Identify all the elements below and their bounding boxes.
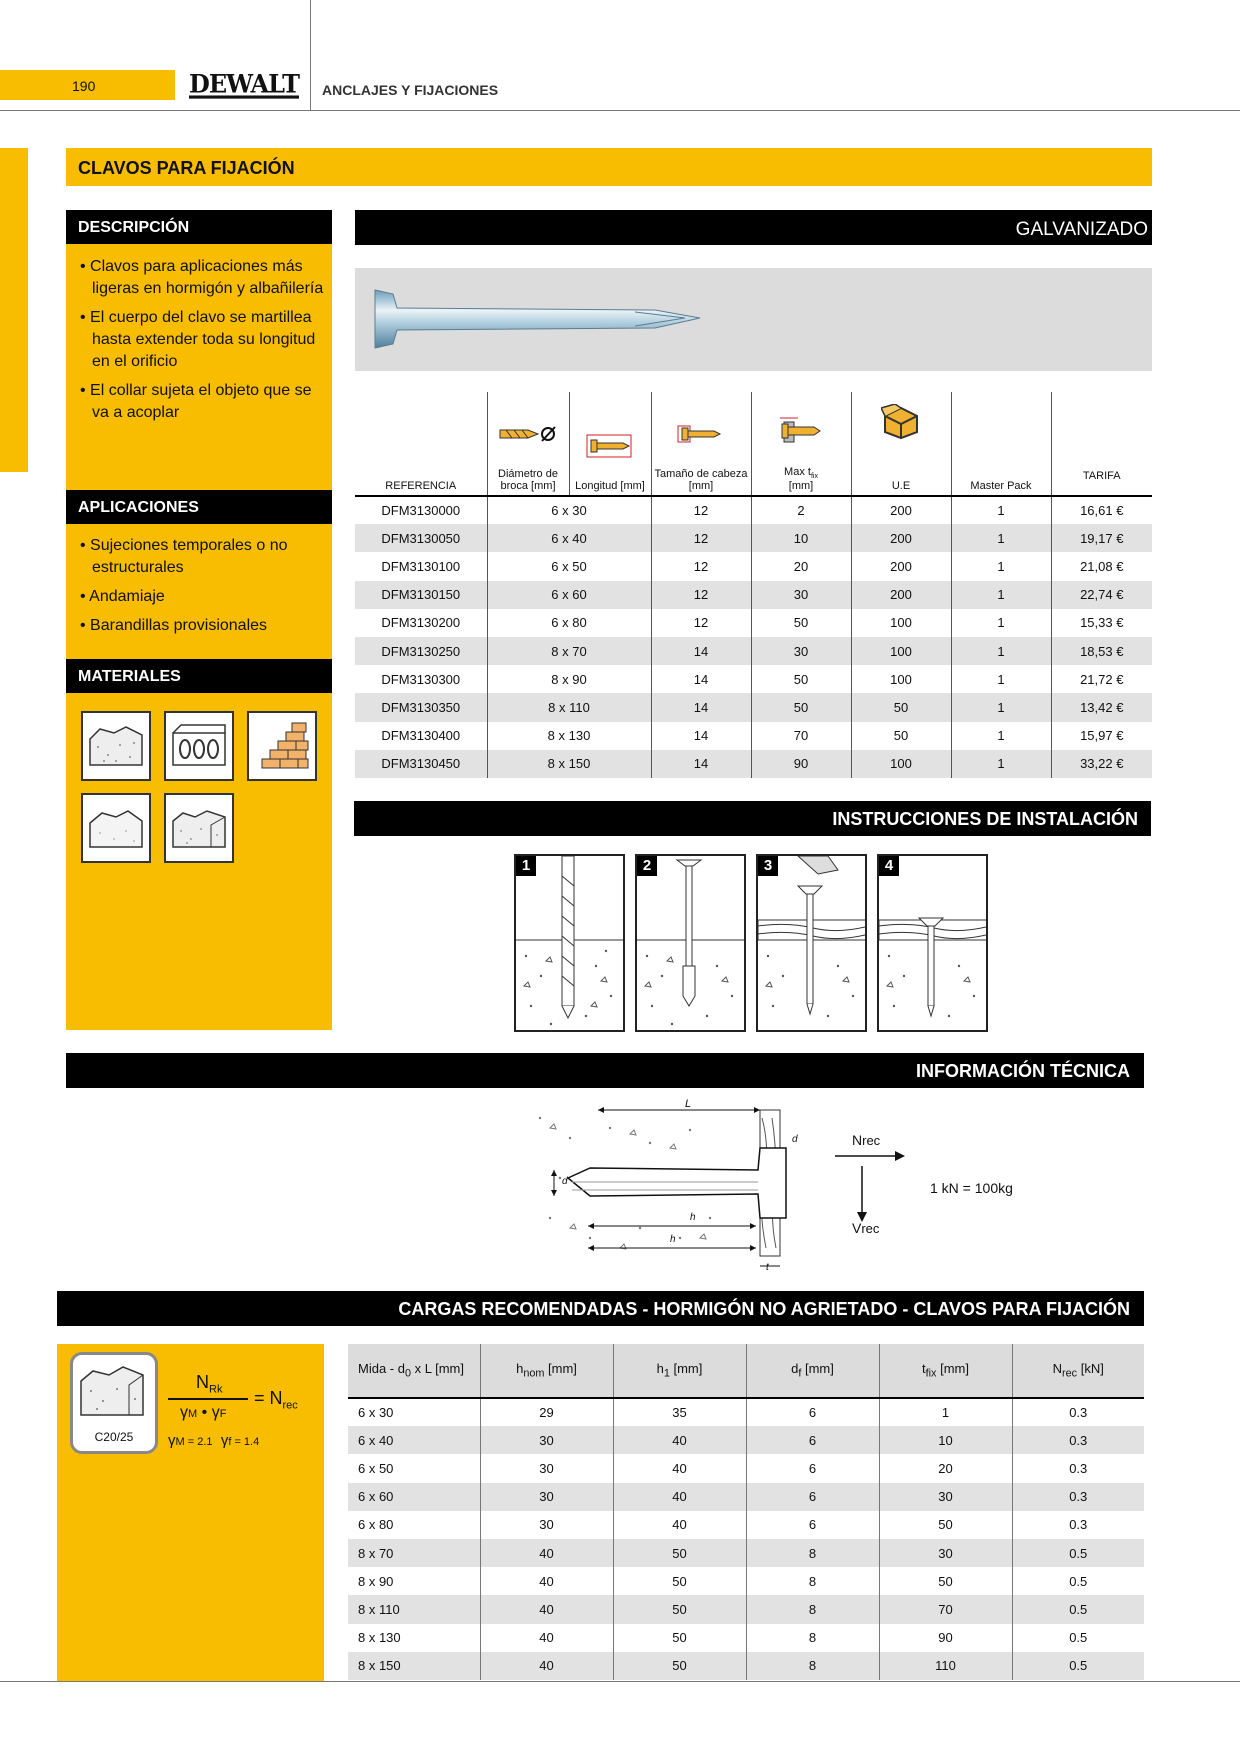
table-cell-h1: 50 [613,1595,746,1623]
table-cell-price: 22,74 € [1051,581,1152,609]
concrete-icon [73,1359,155,1423]
table-cell-size: 6 x 60 [487,581,651,609]
table-row [355,524,1152,552]
table-cell-nrec: 0.5 [1012,1624,1144,1652]
table-cell-ref: DFM3130250 [355,637,487,665]
table-cell-nrec: 0.5 [1012,1539,1144,1567]
header-divider [310,0,311,110]
col-longitud [569,392,651,496]
dim-hnom: h [690,1212,696,1223]
table-cell-head: 12 [651,609,751,637]
table-cell-size: 6 x 40 [487,524,651,552]
list-item: • Clavos para aplicaciones más ligeras en hormigón y albañilería [80,258,324,297]
table-cell-size: 8 x 70 [487,637,651,665]
table-cell-nrec: 0.5 [1012,1652,1144,1680]
dim-tfix: t [766,1262,769,1273]
table-cell-price: 21,72 € [1051,665,1152,693]
table-cell-hnom: 29 [480,1398,613,1426]
table-cell-h1: 50 [613,1539,746,1567]
table-cell-master: 1 [951,665,1051,693]
col-tarifa: TARIFA [1051,392,1152,496]
table-cell-tfix: 30 [751,637,851,665]
table-cell-master: 1 [951,552,1051,580]
table-cell-tfix: 20 [879,1454,1012,1482]
table-row [355,750,1152,778]
table-cell-nrec: 0.5 [1012,1595,1144,1623]
col-cabeza-label: Tamaño de cabeza [mm] [654,468,748,492]
table-cell-nrec: 0.5 [1012,1567,1144,1595]
table-cell-price: 18,53 € [1051,637,1152,665]
table-cell-nrec: 0.3 [1012,1426,1144,1454]
table-cell-master: 1 [951,496,1051,524]
table-row [355,637,1152,665]
install-step-4 [877,854,988,1032]
table-cell-size: 8 x 110 [487,693,651,721]
table-row [348,1652,1144,1680]
col-h1: $h_1$ [mm] [613,1344,746,1398]
hollow-block-icon [164,711,234,781]
table-cell-mida: 6 x 30 [358,1405,394,1421]
table-row [355,552,1152,580]
table-cell-tfix: 1 [879,1398,1012,1426]
product-table [355,392,1152,778]
table-cell-ue: 100 [851,750,951,778]
list-item: • Andamiaje [80,588,165,605]
tecnica-heading: INFORMACIÓN TÉCNICA [916,1061,1130,1081]
col-tfix-label: Max $t_{fix}$ [mm] [784,465,818,492]
table-cell-ue: 200 [851,524,951,552]
table-cell-hnom: 40 [480,1539,613,1567]
table-cell-tfix: 70 [751,722,851,750]
table-cell-mida: 8 x 130 [358,1630,401,1646]
page-number: 190 [72,78,96,94]
table-cell-size: 6 x 80 [487,609,651,637]
table-row [348,1539,1144,1567]
table-cell-hnom: 30 [480,1454,613,1482]
table-cell-hnom: 40 [480,1624,613,1652]
dim-d0: d [562,1176,568,1187]
table-cell-hnom: 40 [480,1567,613,1595]
install-step-2 [635,854,746,1032]
table-cell-head: 12 [651,496,751,524]
table-cell-head: 12 [651,581,751,609]
col-nrec: $N_{rec}$ [kN] [1012,1344,1144,1398]
table-cell-hnom: 30 [480,1426,613,1454]
list-item: • El cuerpo del clavo se martillea hasta extender toda su longitud en el orificio [80,309,316,370]
col-ue [851,392,951,496]
unit-conversion: 1 kN = 100kg [930,1180,1013,1196]
aplicaciones-list [78,535,328,644]
table-cell-tfix: 110 [879,1652,1012,1680]
technical-diagram [530,1098,820,1278]
table-cell-size: 6 x 30 [487,496,651,524]
table-row [348,1398,1144,1426]
table-row [355,496,1152,524]
brick-wall-icon [247,711,317,781]
table-cell-master: 1 [951,722,1051,750]
table-cell-price: 15,97 € [1051,722,1152,750]
col-df: $d_f$ [mm] [746,1344,879,1398]
table-row [355,665,1152,693]
table-row [348,1483,1144,1511]
table-cell-price: 13,42 € [1051,693,1152,721]
table-cell-tfix: 50 [751,693,851,721]
dim-L: L [685,1098,692,1110]
table-cell-ref: DFM3130200 [381,615,461,631]
table-cell-h1: 40 [613,1483,746,1511]
table-cell-tfix: 30 [879,1483,1012,1511]
table-cell-df: 6 [746,1398,879,1426]
table-cell-h1: 40 [613,1426,746,1454]
descripcion-list [78,256,328,431]
table-row [355,581,1152,609]
table-cell-tfix: 2 [751,496,851,524]
table-cell-ue: 50 [851,693,951,721]
drill-bit-icon [498,422,558,446]
table-cell-mida: 6 x 80 [358,1517,394,1533]
table-cell-tfix: 50 [751,665,851,693]
table-cell-mida: 8 x 110 [348,1595,480,1623]
material-badge [70,1352,158,1454]
table-cell-h1: 50 [613,1567,746,1595]
col-longitud-label: Longitud [mm] [575,480,645,492]
col-master: Master Pack [951,392,1051,496]
table-cell-df: 6 [746,1454,879,1482]
step-number: 4 [879,856,899,876]
table-cell-ref: DFM3130350 [355,693,487,721]
table-row [355,693,1152,721]
table-cell-master: 1 [951,581,1051,609]
table-cell-head: 12 [651,524,751,552]
table-cell-tfix: 30 [751,581,851,609]
table-cell-df: 8 [746,1567,879,1595]
table-row [348,1426,1144,1454]
header-rule [0,110,1240,111]
table-cell-ue: 100 [851,637,951,665]
col-ue-label: U.E [891,480,911,492]
table-cell-mida: 6 x 60 [348,1483,480,1511]
table-row [348,1454,1144,1482]
table-cell-master: 1 [951,637,1051,665]
table-cell-hnom: 40 [480,1595,613,1623]
material-class: C20/25 [94,1430,134,1444]
step-number: 2 [637,856,657,876]
col-tfix [751,392,851,496]
stone-icon [81,793,151,863]
load-table [348,1344,1144,1680]
table-cell-tfix: 50 [751,609,851,637]
table-cell-tfix: 90 [751,750,851,778]
table-cell-ue: 50 [851,722,951,750]
product-image [355,268,1152,371]
table-cell-nrec: 0.3 [1012,1483,1144,1511]
box-icon [881,404,921,440]
table-cell-price: 21,08 € [1051,552,1152,580]
section-label: ANCLAJES Y FIJACIONES [322,82,499,98]
table-cell-master: 1 [951,609,1051,637]
table-cell-hnom: 30 [480,1511,613,1539]
table-cell-head: 14 [651,665,751,693]
table-cell-ue: 100 [851,665,951,693]
table-cell-tfix: 20 [751,552,851,580]
aplicaciones-heading: APLICACIONES [66,490,332,524]
table-cell-ref: DFM3130400 [381,728,461,744]
table-cell-df: 6 [746,1426,879,1454]
col-diametro-label: Diámetro de broca [mm] [498,468,558,492]
nail-length-icon [585,434,635,458]
table-row [355,609,1152,637]
table-cell-size: 8 x 90 [487,665,651,693]
table-cell-size: 8 x 150 [487,750,651,778]
table-row [355,722,1152,750]
col-hnom: $h_{nom}$ [mm] [480,1344,613,1398]
table-cell-ref: DFM3130450 [355,750,487,778]
table-cell-ref: DFM3130000 [381,503,461,519]
vrec-label: Vrec [852,1220,880,1236]
table-cell-size: 6 x 50 [487,552,651,580]
table-cell-h1: 40 [613,1454,746,1482]
nail-head-icon [676,422,726,446]
table-cell-tfix: 90 [879,1624,1012,1652]
load-formula: $N_{Rk}$ = $N_{rec}$ γM • γF γM = 2.1 γf = 1.4 [168,1372,298,1449]
fixture-thickness-icon [776,414,826,444]
dim-h1: h [670,1234,676,1245]
table-cell-hnom: 30 [480,1483,613,1511]
side-tab [0,148,28,472]
concrete-block-icon [81,711,151,781]
table-cell-mida: 6 x 50 [358,1460,394,1476]
table-cell-df: 8 [746,1595,879,1623]
table-cell-nrec: 0.3 [1012,1398,1144,1426]
table-cell-ref: DFM3130100 [381,558,461,574]
nrec-label: Nrec [852,1132,881,1148]
table-cell-price: 19,17 € [1051,524,1152,552]
load-arrows-icon [835,1150,905,1230]
table-cell-mida: 8 x 70 [348,1539,480,1567]
table-cell-df: 8 [746,1539,879,1567]
table-cell-price: 15,33 € [1051,609,1152,637]
table-cell-ue: 100 [851,609,951,637]
table-cell-size: 8 x 130 [487,722,651,750]
table-cell-tfix: 10 [751,524,851,552]
list-item: • El collar sujeta el objeto que se va a acoplar [80,382,312,421]
list-item: • Barandillas provisionales [80,617,268,634]
table-cell-tfix: 50 [879,1511,1012,1539]
col-tfix: $t_{fix}$ [mm] [879,1344,1012,1398]
table-cell-nrec: 0.3 [1012,1511,1144,1539]
table-cell-ue: 200 [851,581,951,609]
table-cell-ue: 200 [851,552,951,580]
dim-df: d [792,1134,798,1145]
descripcion-heading: DESCRIPCIÓN [66,210,332,244]
table-cell-df: 8 [746,1624,879,1652]
table-row [348,1567,1144,1595]
col-diametro [487,392,569,496]
table-cell-head: 14 [651,637,751,665]
table-cell-h1: 50 [613,1652,746,1680]
table-cell-head: 14 [651,750,751,778]
instalacion-heading: INSTRUCCIONES DE INSTALACIÓN [832,809,1138,829]
table-cell-ue: 200 [851,496,951,524]
table-cell-master: 1 [951,524,1051,552]
col-referencia: REFERENCIA [355,392,487,496]
table-cell-master: 1 [951,750,1051,778]
table-cell-tfix: 10 [879,1426,1012,1454]
table-cell-mida: 6 x 40 [348,1426,480,1454]
table-cell-df: 6 [746,1511,879,1539]
table-cell-mida: 8 x 90 [358,1573,394,1589]
table-cell-price: 33,22 € [1051,750,1152,778]
table-cell-h1: 40 [613,1511,746,1539]
dense-concrete-icon [164,793,234,863]
step-number: 1 [516,856,536,876]
table-cell-head: 12 [651,552,751,580]
list-item: • Sujeciones temporales o no estructurales [80,537,288,576]
table-cell-mida: 8 x 150 [348,1652,480,1680]
table-cell-head: 14 [651,722,751,750]
install-step-1 [514,854,625,1032]
table-row [348,1595,1144,1623]
footer-rule [0,1681,1240,1682]
brand-logo [185,67,303,100]
cargas-heading: CARGAS RECOMENDADAS - HORMIGÓN NO AGRIETADO - CLAVOS PARA FIJACIÓN [398,1299,1130,1319]
table-cell-head: 14 [651,693,751,721]
table-cell-df: 8 [746,1652,879,1680]
table-cell-price: 16,61 € [1051,496,1152,524]
table-cell-h1: 50 [613,1624,746,1652]
table-cell-h1: 35 [613,1398,746,1426]
brand-logo-text: DEWALT [189,67,299,99]
table-row [348,1624,1144,1652]
table-cell-df: 6 [746,1483,879,1511]
col-cabeza [651,392,751,496]
table-cell-hnom: 40 [480,1652,613,1680]
table-cell-ref: DFM3130050 [355,524,487,552]
table-cell-tfix: 30 [879,1539,1012,1567]
table-cell-ref: DFM3130150 [355,581,487,609]
table-cell-tfix: 70 [879,1595,1012,1623]
step-number: 3 [758,856,778,876]
table-cell-master: 1 [951,693,1051,721]
install-step-3 [756,854,867,1032]
table-cell-tfix: 50 [879,1567,1012,1595]
table-cell-ref: DFM3130300 [381,671,461,687]
table-cell-nrec: 0.3 [1012,1454,1144,1482]
table-row [348,1511,1144,1539]
finish-label: GALVANIZADO [1015,219,1148,240]
materiales-heading: MATERIALES [66,659,332,693]
page-title: CLAVOS PARA FIJACIÓN [78,158,295,178]
col-mida: Mida - $d_0$ x L [mm] [348,1344,480,1398]
